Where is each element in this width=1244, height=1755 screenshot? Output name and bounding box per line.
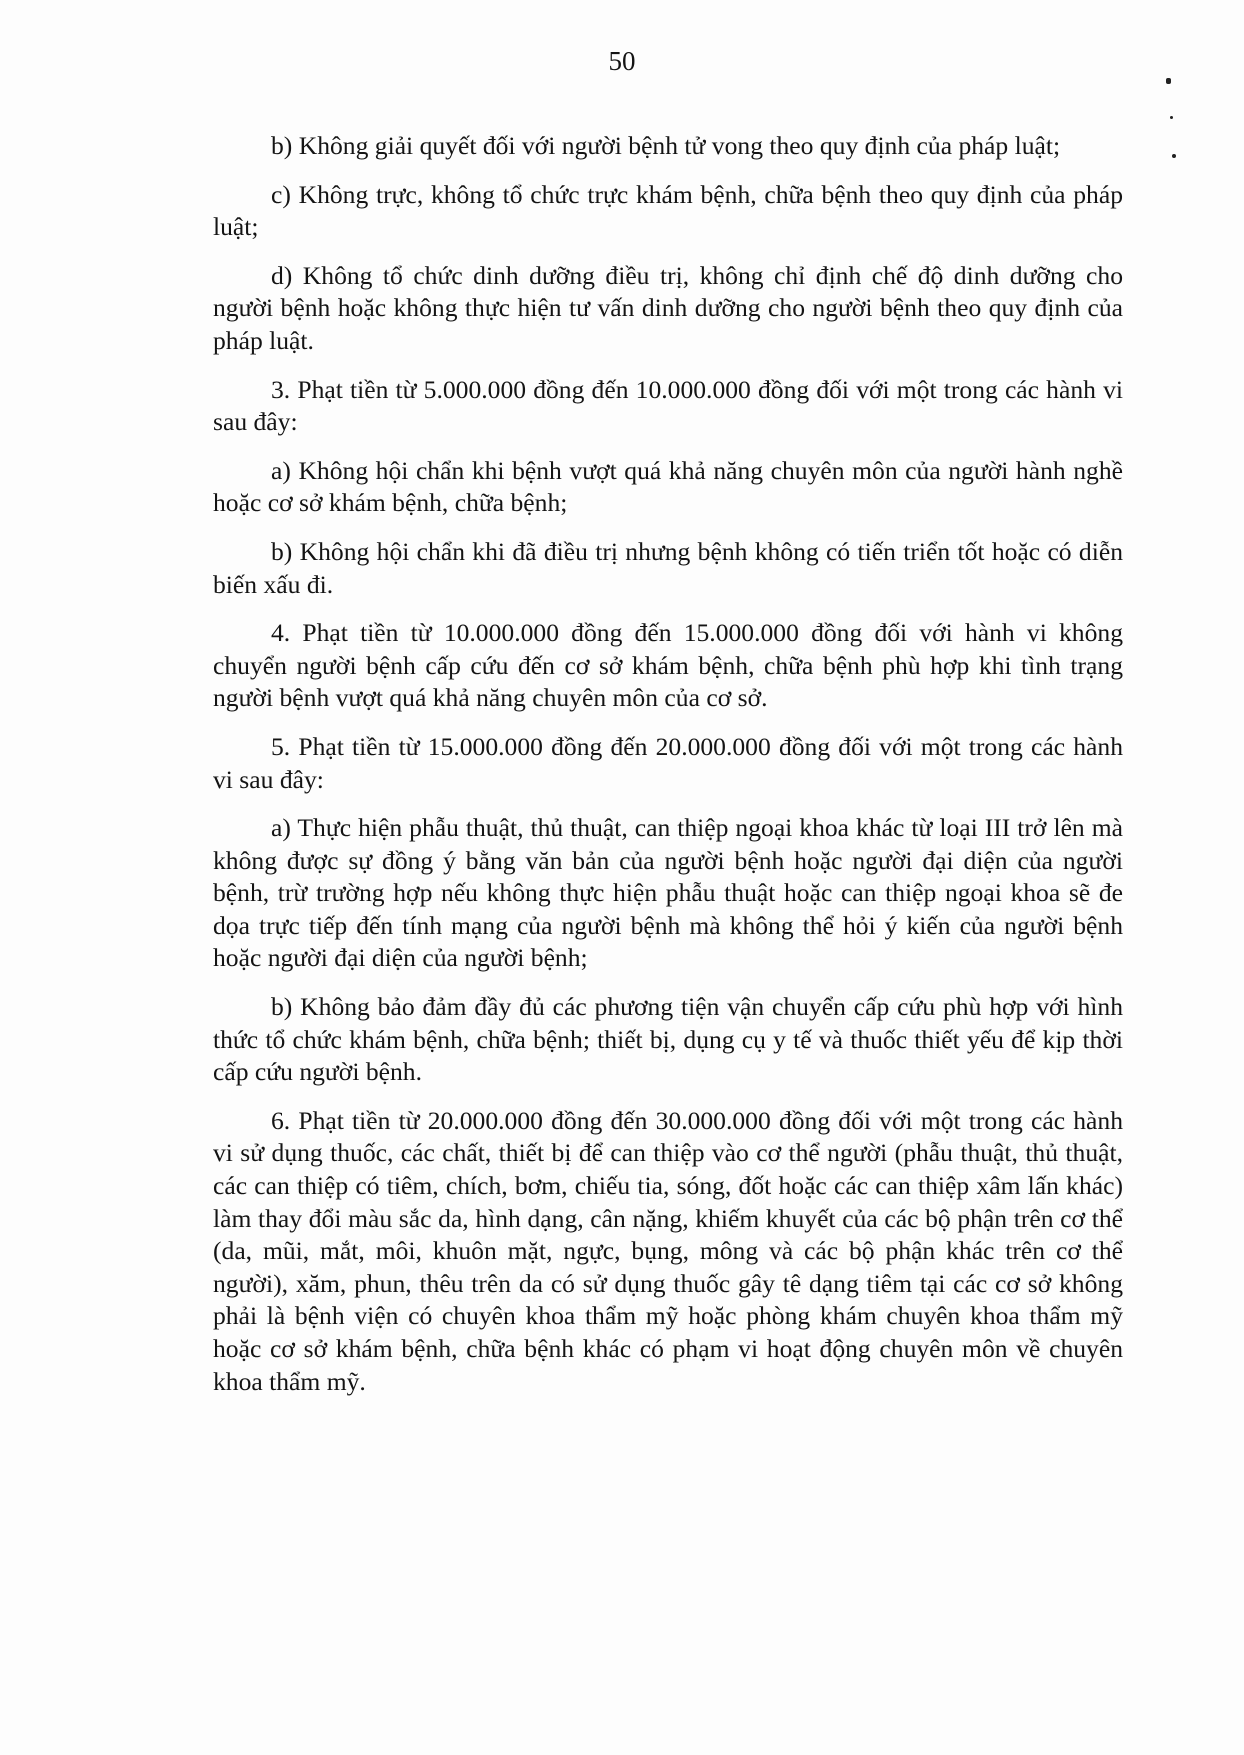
paragraph-clause-3: 3. Phạt tiền từ 5.000.000 đồng đến 10.000.000 đồng đối với một trong các hành vi sau đây: bbox=[213, 374, 1123, 437]
document-body bbox=[213, 130, 1123, 1418]
paragraph-3b: b) Không hội chẩn khi đã điều trị nhưng bệnh không có tiến triển tốt hoặc có diễn biến xấu đi. bbox=[213, 536, 1123, 599]
paragraph-3a: a) Không hội chẩn khi bệnh vượt quá khả năng chuyên môn của người hành nghề hoặc cơ sở khám bệnh, chữa bệnh; bbox=[213, 455, 1123, 518]
scan-mark bbox=[1170, 116, 1173, 119]
paragraph-5a: a) Thực hiện phẫu thuật, thủ thuật, can thiệp ngoại khoa khác từ loại III trở lên mà không được sự đồng ý bằng văn bản của người bệnh hoặc người đại diện của người bệnh, trừ trường hợp nếu không thực hiện phẫu thuật hoặc can thiệp ngoại khoa sẽ đe dọa trực tiếp đến tính mạng của người bệnh mà không thể hỏi ý kiến của người bệnh hoặc người đại diện của người bệnh; bbox=[213, 813, 1123, 973]
paragraph-5b: b) Không bảo đảm đầy đủ các phương tiện vận chuyển cấp cứu phù hợp với hình thức tổ chức khám bệnh, chữa bệnh; thiết bị, dụng cụ y tế và thuốc thiết yếu để kịp thời cấp cứu người bệnh. bbox=[213, 992, 1123, 1087]
paragraph-1b: b) Không giải quyết đối với người bệnh tử vong theo quy định của pháp luật; bbox=[271, 131, 1061, 160]
paragraph-1c: c) Không trực, không tổ chức trực khám bệnh, chữa bệnh theo quy định của pháp luật; bbox=[213, 179, 1123, 242]
paragraph-clause-4: 4. Phạt tiền từ 10.000.000 đồng đến 15.000.000 đồng đối với hành vi không chuyển người bệnh cấp cứu đến cơ sở khám bệnh, chữa bệnh phù hợp khi tình trạng người bệnh vượt quá khả năng chuyên môn của cơ sở. bbox=[213, 618, 1123, 713]
paragraph-clause-6: 6. Phạt tiền từ 20.000.000 đồng đến 30.000.000 đồng đối với một trong các hành vi sử dụng thuốc, các chất, thiết bị để can thiệp vào cơ thể người (phẫu thuật, thủ thuật, các can thiệp có tiêm, chích, bơm, chiếu tia, sóng, đốt hoặc các can thiệp xâm lấn khác) làm thay đổi màu sắc da, hình dạng, cân nặng, khiếm khuyết của các bộ phận trên cơ thể (da, mũi, mắt, môi, khuôn mặt, ngực, bụng, mông và các bộ phận khác trên cơ thể người), xăm, phun, thêu trên da có sử dụng thuốc gây tê dạng tiêm tại các cơ sở không phải là bệnh viện có chuyên khoa thẩm mỹ hoặc phòng khám chuyên khoa thẩm mỹ hoặc cơ sở khám bệnh, chữa bệnh khác có phạm vi hoạt động chuyên môn về chuyên khoa thẩm mỹ. bbox=[213, 1105, 1123, 1396]
page-number: 50 bbox=[608, 46, 636, 76]
scan-mark bbox=[1172, 154, 1176, 158]
scan-mark bbox=[1166, 78, 1171, 84]
paragraph-1d: d) Không tổ chức dinh dưỡng điều trị, không chỉ định chế độ dinh dưỡng cho người bệnh hoặc không thực hiện tư vấn dinh dưỡng cho người bệnh theo quy định của pháp luật. bbox=[213, 260, 1123, 355]
paragraph-clause-5: 5. Phạt tiền từ 15.000.000 đồng đến 20.000.000 đồng đối với một trong các hành vi sau đây: bbox=[213, 731, 1123, 794]
